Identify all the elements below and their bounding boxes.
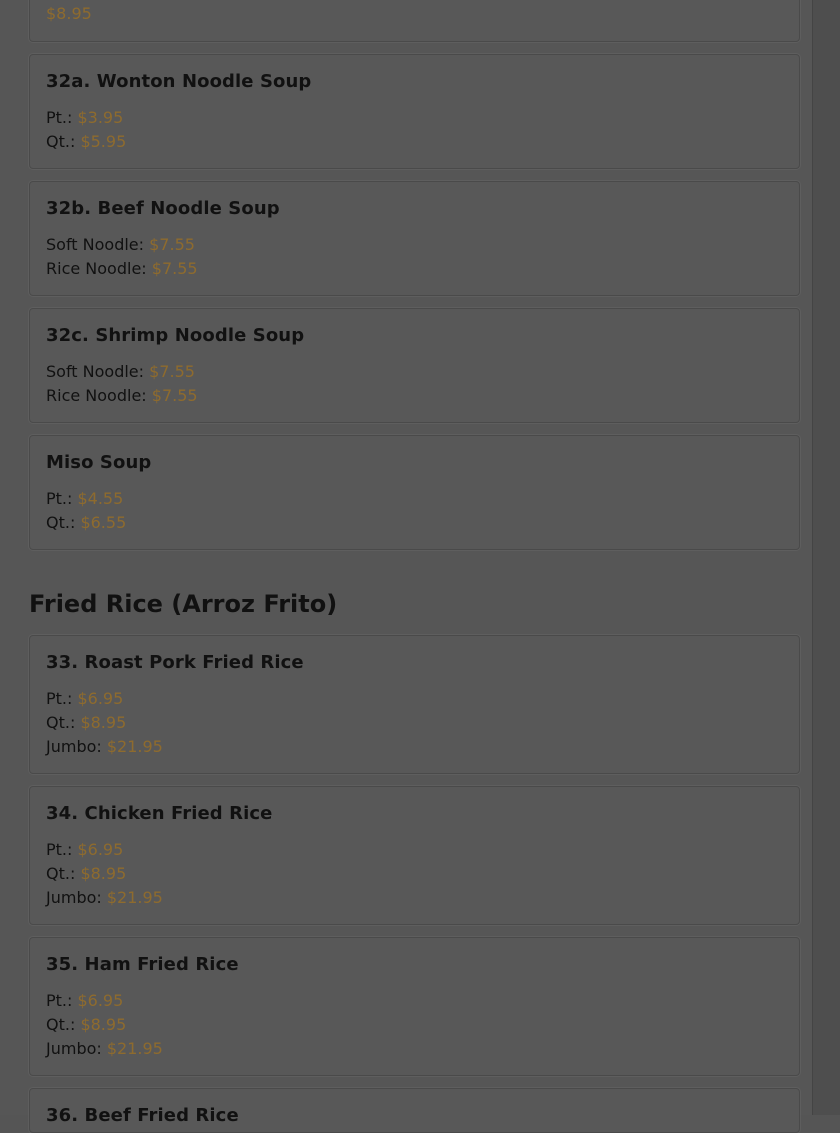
- price-label: Jumbo:: [46, 888, 107, 907]
- price-value: $8.95: [80, 864, 127, 883]
- price-value: $8.95: [46, 4, 92, 23]
- price-row: [46, 130, 783, 154]
- price-label: Soft Noodle:: [46, 235, 150, 254]
- price-list: [46, 687, 783, 759]
- price-list: [46, 106, 783, 154]
- price-row: [46, 487, 783, 511]
- menu-item-title: 33. Roast Pork Fried Rice: [46, 652, 304, 673]
- price-row: [46, 360, 783, 384]
- price-label: Pt.:: [46, 489, 78, 508]
- menu-item-card[interactable]: [29, 937, 800, 1076]
- price-row: [46, 1013, 783, 1037]
- price-label: Pt.:: [46, 840, 78, 859]
- price-value: $21.95: [106, 888, 163, 907]
- menu-item-card[interactable]: [29, 54, 800, 169]
- section-title-fried-rice: Fried Rice (Arroz Frito): [29, 590, 338, 618]
- price-list: [46, 989, 783, 1061]
- price-label: Jumbo:: [46, 737, 107, 756]
- menu-item-card[interactable]: [29, 435, 800, 550]
- vertical-scrollbar[interactable]: [812, 0, 840, 1115]
- price-value: $8.95: [80, 713, 127, 732]
- menu-item-card[interactable]: [29, 181, 800, 296]
- price-row: [46, 257, 783, 281]
- previous-price-row: [46, 2, 783, 26]
- price-row: [46, 384, 783, 408]
- menu-item-title: 34. Chicken Fried Rice: [46, 803, 273, 824]
- price-label: Qt.:: [46, 1015, 81, 1034]
- price-list: [46, 233, 783, 281]
- price-row: [46, 989, 783, 1013]
- price-row: [46, 711, 783, 735]
- price-row: [46, 106, 783, 130]
- price-row: [46, 838, 783, 862]
- price-row: [46, 511, 783, 535]
- price-value: $6.95: [77, 840, 124, 859]
- price-value: $5.95: [80, 132, 127, 151]
- price-value: $21.95: [106, 1039, 163, 1058]
- price-list: [46, 838, 783, 910]
- price-list: [46, 360, 783, 408]
- price-list: [46, 487, 783, 535]
- price-label: Pt.:: [46, 689, 78, 708]
- price-label: Pt.:: [46, 991, 78, 1010]
- price-label: Pt.:: [46, 108, 78, 127]
- price-row: [46, 233, 783, 257]
- price-value: $6.95: [77, 991, 124, 1010]
- price-value: $21.95: [106, 737, 163, 756]
- price-row: [46, 687, 783, 711]
- price-value: $7.55: [149, 235, 195, 254]
- price-value: $3.95: [77, 108, 124, 127]
- menu-item-card[interactable]: [29, 786, 800, 925]
- price-value: $4.55: [77, 489, 124, 508]
- price-label: Qt.:: [46, 132, 81, 151]
- previous-menu-item-card[interactable]: [29, 0, 800, 42]
- price-value: $7.55: [151, 259, 198, 278]
- price-label: Rice Noodle:: [46, 386, 152, 405]
- price-label: Qt.:: [46, 713, 81, 732]
- menu-item-card[interactable]: [29, 1088, 800, 1133]
- price-label: Jumbo:: [46, 1039, 107, 1058]
- price-row: [46, 886, 783, 910]
- price-label: Qt.:: [46, 513, 81, 532]
- price-label: Rice Noodle:: [46, 259, 152, 278]
- price-value: $8.95: [80, 1015, 127, 1034]
- price-label: Soft Noodle:: [46, 362, 150, 381]
- price-label: Qt.:: [46, 864, 81, 883]
- price-row: [46, 735, 783, 759]
- menu-item-title: 32a. Wonton Noodle Soup: [46, 71, 312, 92]
- price-value: $7.55: [149, 362, 195, 381]
- price-row: [46, 862, 783, 886]
- menu-item-title: Miso Soup: [46, 452, 152, 473]
- price-value: $7.55: [151, 386, 198, 405]
- menu-item-card[interactable]: [29, 308, 800, 423]
- price-row: [46, 1037, 783, 1061]
- price-value: $6.55: [80, 513, 127, 532]
- menu-item-title: 36. Beef Fried Rice: [46, 1105, 239, 1126]
- menu-item-title: 32c. Shrimp Noodle Soup: [46, 325, 305, 346]
- price-value: $6.95: [77, 689, 124, 708]
- menu-item-title: 35. Ham Fried Rice: [46, 954, 239, 975]
- menu-item-title: 32b. Beef Noodle Soup: [46, 198, 280, 219]
- menu-item-card[interactable]: [29, 635, 800, 774]
